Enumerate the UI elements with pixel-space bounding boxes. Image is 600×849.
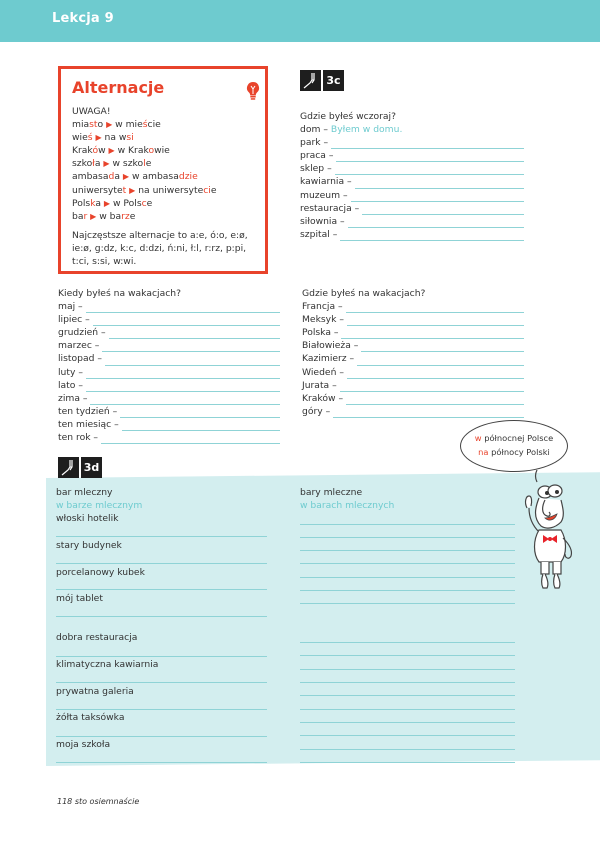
pen-icon: [300, 70, 321, 91]
answer-blank[interactable]: [101, 434, 280, 444]
phrase-item: stary budynek: [56, 540, 122, 551]
answer-line[interactable]: [300, 709, 515, 710]
arrow-right-icon: ▶: [103, 198, 111, 208]
answer-row: ten miesiąc –: [58, 418, 280, 431]
answer-row: Białowieża –: [302, 339, 524, 352]
answer-row: Jurata –: [302, 379, 524, 392]
answer-blank[interactable]: [346, 303, 524, 313]
answer-row: listopad –: [58, 352, 280, 365]
answer-row: grudzień –: [58, 326, 280, 339]
rule-pair: szkoła ▶ w szkole: [72, 158, 152, 170]
answer-blank[interactable]: [109, 329, 280, 339]
exercise-number: 3d: [81, 457, 102, 478]
right-header: bary mleczne: [300, 487, 363, 498]
answer-blank[interactable]: [347, 369, 524, 379]
answer-line[interactable]: [56, 589, 267, 590]
answer-row: lato –: [58, 379, 280, 392]
answer-blank[interactable]: [86, 369, 280, 379]
answer-line[interactable]: [300, 722, 515, 723]
answer-blank[interactable]: [331, 139, 524, 149]
phrase-item: porcelanowy kubek: [56, 567, 145, 578]
answer-line[interactable]: [56, 563, 267, 564]
exercise-when: [58, 287, 280, 444]
answer-row: praca –: [300, 149, 524, 162]
answer-blank[interactable]: [357, 356, 524, 366]
rule-title: Alternacje: [72, 78, 165, 97]
answer-blank[interactable]: [346, 395, 524, 405]
left-example: w barze mlecznym: [56, 500, 143, 511]
rule-pair: ambasada ▶ w ambasadzie: [72, 171, 198, 183]
answer-line[interactable]: [56, 616, 267, 617]
answer-row: restauracja –: [300, 202, 524, 215]
answer-blank[interactable]: [340, 382, 524, 392]
rule-pair: Kraków ▶ w Krakowie: [72, 145, 170, 157]
exercise-badge-3d: [58, 457, 102, 478]
grammar-rule-box: [58, 66, 268, 274]
answer-blank[interactable]: [86, 382, 280, 392]
pen-icon: [58, 457, 79, 478]
answer-row: Wiedeń –: [302, 366, 524, 379]
answer-line[interactable]: [300, 603, 515, 604]
arrow-right-icon: ▶: [95, 133, 102, 143]
example-answer: Byłem w domu.: [330, 124, 403, 136]
answer-row: Kazimierz –: [302, 352, 524, 365]
bubble-line-2: na północy Polski: [478, 447, 550, 457]
answer-row: Francja –: [302, 300, 524, 313]
answer-row: siłownia –: [300, 215, 524, 228]
exercise-3c: [300, 110, 524, 241]
answer-line[interactable]: [300, 537, 515, 538]
answer-line[interactable]: [300, 655, 515, 656]
answer-line[interactable]: [300, 642, 515, 643]
answer-row: muzeum –: [300, 189, 524, 202]
answer-blank[interactable]: [351, 192, 524, 202]
answer-blank[interactable]: [120, 408, 280, 418]
left-header: bar mleczny: [56, 487, 113, 498]
answer-blank[interactable]: [336, 152, 524, 162]
exercise-question: Gdzie byłeś na wakacjach?: [302, 288, 426, 299]
answer-row: Meksyk –: [302, 313, 524, 326]
rule-note: Najczęstsze alternacje to a:e, ó:o, e:ø, ie:ø, g:dz, k:c, d:dzi, ń:ni, ł:l, r:rz, p:pi, t:ci, s:si, w:wi.: [72, 230, 248, 268]
phrase-item: moja szkoła: [56, 739, 111, 750]
answer-blank[interactable]: [102, 342, 280, 352]
answer-blank[interactable]: [361, 342, 524, 352]
example-row: dom – Byłem w domu.: [300, 124, 403, 136]
arrow-right-icon: ▶: [122, 172, 130, 182]
lesson-title: Lekcja 9: [52, 11, 114, 26]
answer-blank[interactable]: [122, 421, 280, 431]
phrase-item: klimatyczna kawiarnia: [56, 659, 159, 670]
speech-bubble: [460, 420, 568, 472]
answer-blank[interactable]: [341, 329, 524, 339]
answer-line[interactable]: [300, 563, 515, 564]
answer-blank[interactable]: [335, 165, 524, 175]
arrow-right-icon: ▶: [108, 146, 115, 156]
answer-blank[interactable]: [348, 218, 524, 228]
lesson-header: [0, 0, 600, 42]
answer-line[interactable]: [56, 762, 267, 763]
answer-row: ten rok –: [58, 431, 280, 444]
rule-pair: wieś ▶ na wsi: [72, 132, 134, 144]
answer-line[interactable]: [300, 762, 515, 763]
answer-blank[interactable]: [90, 395, 280, 405]
answer-line[interactable]: [56, 656, 267, 657]
answer-row: lipiec –: [58, 313, 280, 326]
answer-line[interactable]: [56, 536, 267, 537]
exercise-badge-3c: [300, 70, 344, 91]
answer-row: Polska –: [302, 326, 524, 339]
answer-line[interactable]: [56, 682, 267, 683]
arrow-right-icon: ▶: [90, 211, 97, 221]
bubble-line-1: w północnej Polsce: [474, 433, 554, 443]
rule-examples: [72, 105, 217, 223]
rule-pair: bar ▶ w barze: [72, 210, 136, 222]
phrase-item: dobra restauracja: [56, 632, 138, 643]
answer-line[interactable]: [300, 695, 515, 696]
lightbulb-icon: [246, 81, 260, 101]
answer-row: kawiarnia –: [300, 175, 524, 188]
answer-line[interactable]: [300, 669, 515, 670]
answer-blank[interactable]: [333, 408, 524, 418]
arrow-right-icon: ▶: [129, 185, 136, 195]
phrase-item: mój tablet: [56, 593, 103, 604]
answer-blank[interactable]: [93, 316, 280, 326]
exercise-question: Kiedy byłeś na wakacjach?: [58, 288, 181, 299]
rule-intro: UWAGA!: [72, 106, 111, 117]
answer-line[interactable]: [300, 682, 515, 683]
rule-pair: uniwersytet ▶ na uniwersytecie: [72, 184, 217, 196]
answer-line[interactable]: [300, 550, 515, 551]
cartoon-character-illustration: [515, 468, 585, 590]
answer-row: góry –: [302, 405, 524, 418]
answer-row: marzec –: [58, 339, 280, 352]
answer-line[interactable]: [300, 590, 515, 591]
answer-row: szpital –: [300, 228, 524, 241]
answer-blank[interactable]: [347, 316, 524, 326]
arrow-right-icon: ▶: [106, 120, 113, 130]
answer-blank[interactable]: [86, 303, 280, 313]
exercise-where: [302, 287, 524, 418]
answer-line[interactable]: [300, 735, 515, 736]
answer-row: Kraków –: [302, 392, 524, 405]
answer-row: maj –: [58, 300, 280, 313]
answer-line[interactable]: [300, 749, 515, 750]
answer-blank[interactable]: [362, 205, 524, 215]
phrase-item: włoski hotelik: [56, 513, 119, 524]
answer-line[interactable]: [300, 577, 515, 578]
answer-blank[interactable]: [340, 231, 524, 241]
rule-pair: miasto ▶ w mieście: [72, 119, 161, 131]
page-number: 118 sto osiemnaście: [57, 797, 140, 806]
right-example: w barach mlecznych: [300, 500, 395, 511]
answer-blank[interactable]: [355, 179, 524, 189]
exercise-number: 3c: [323, 70, 344, 91]
rule-pair: Polska ▶ w Polsce: [72, 197, 153, 209]
answer-row: zima –: [58, 392, 280, 405]
answer-row: sklep –: [300, 162, 524, 175]
answer-line[interactable]: [300, 524, 515, 525]
answer-row: park –: [300, 136, 524, 149]
phrase-item: prywatna galeria: [56, 686, 134, 697]
answer-row: ten tydzień –: [58, 405, 280, 418]
arrow-right-icon: ▶: [103, 159, 110, 169]
answer-row: luty –: [58, 366, 280, 379]
answer-line[interactable]: [56, 709, 267, 710]
exercise-question: Gdzie byłeś wczoraj?: [300, 111, 396, 122]
answer-line[interactable]: [56, 736, 267, 737]
answer-blank[interactable]: [105, 356, 280, 366]
phrase-item: żółta taksówka: [56, 712, 125, 723]
